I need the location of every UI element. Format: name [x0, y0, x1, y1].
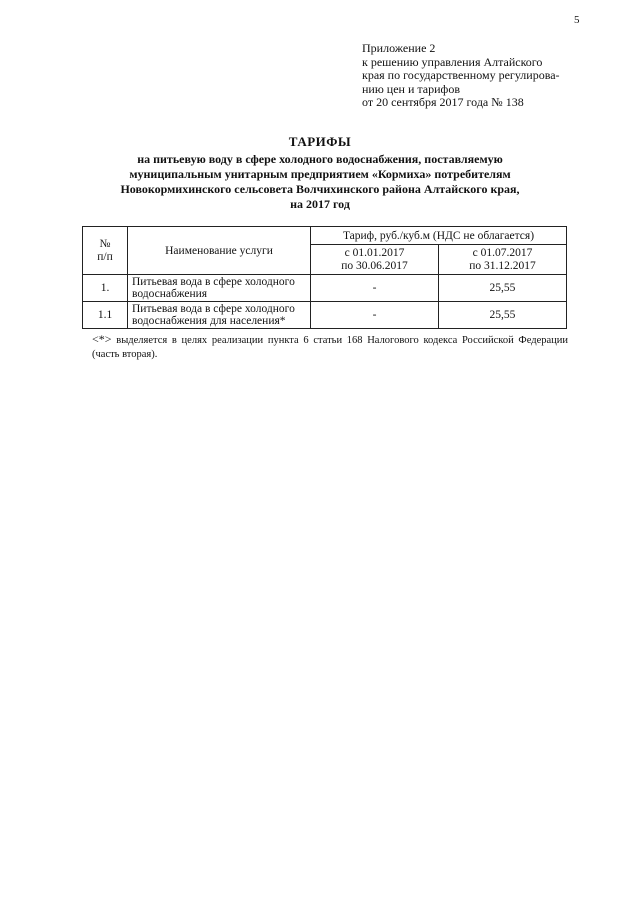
service-name-line: водоснабжения [132, 288, 208, 300]
appendix-line: нию цен и тарифов [362, 81, 460, 96]
period-start: с 01.01.2017 [344, 246, 405, 259]
header-period-2 [438, 245, 566, 275]
service-name-line: Питьевая вода в сфере холодного [132, 275, 295, 288]
title-line: Новокормихинского сельсовета Волчихинского района Алтайского края, [120, 182, 520, 196]
appendix-line: от 20 сентября 2017 года № 138 [362, 95, 524, 109]
footnote [92, 332, 568, 362]
title-main: ТАРИФЫ [288, 134, 352, 149]
table-row [83, 302, 567, 329]
row-num: 1.1 [83, 302, 128, 329]
header-period-1 [311, 245, 439, 275]
header-service-name: Наименование услуги [128, 227, 311, 275]
footnote-text: выделяется в целях реализации пункта 6 статьи 168 Налогового кодекса Российской Федерации (часть вторая). [92, 335, 569, 360]
row-tariff-period-2: 25,55 [438, 275, 566, 302]
row-tariff-period-1: - [311, 302, 439, 329]
service-name-line: водоснабжения для населения* [132, 315, 286, 327]
footnote-mark: <*> [92, 332, 112, 346]
period-end: по 30.06.2017 [341, 259, 408, 272]
document-title [0, 134, 640, 212]
header-num-symbol: № [99, 237, 111, 250]
row-service-name [128, 275, 311, 302]
period-end: по 31.12.2017 [469, 259, 536, 272]
service-name-line: Питьевая вода в сфере холодного [132, 302, 295, 315]
row-tariff-period-1: - [311, 275, 439, 302]
header-tariff: Тариф, руб./куб.м (НДС не облагается) [311, 227, 567, 245]
page-number: 5 [574, 14, 580, 26]
row-service-name [128, 302, 311, 329]
appendix-line: края по государственному регулирова- [362, 68, 560, 82]
row-num: 1. [83, 275, 128, 302]
title-line: на 2017 год [290, 197, 350, 211]
period-start: с 01.07.2017 [472, 246, 533, 259]
title-line: на питьевую воду в сфере холодного водоснабжения, поставляемую [137, 152, 503, 166]
table-header-row [83, 227, 567, 245]
appendix-line: Приложение 2 [362, 41, 436, 55]
header-num [83, 227, 128, 275]
header-num-abbr: п/п [97, 250, 113, 263]
row-tariff-period-2: 25,55 [438, 302, 566, 329]
appendix-header [362, 42, 560, 110]
tariff-table [82, 226, 567, 329]
table-row [83, 275, 567, 302]
appendix-line: к решению управления Алтайского [362, 54, 543, 69]
title-line: муниципальным унитарным предприятием «Кормиха» потребителям [129, 167, 511, 181]
